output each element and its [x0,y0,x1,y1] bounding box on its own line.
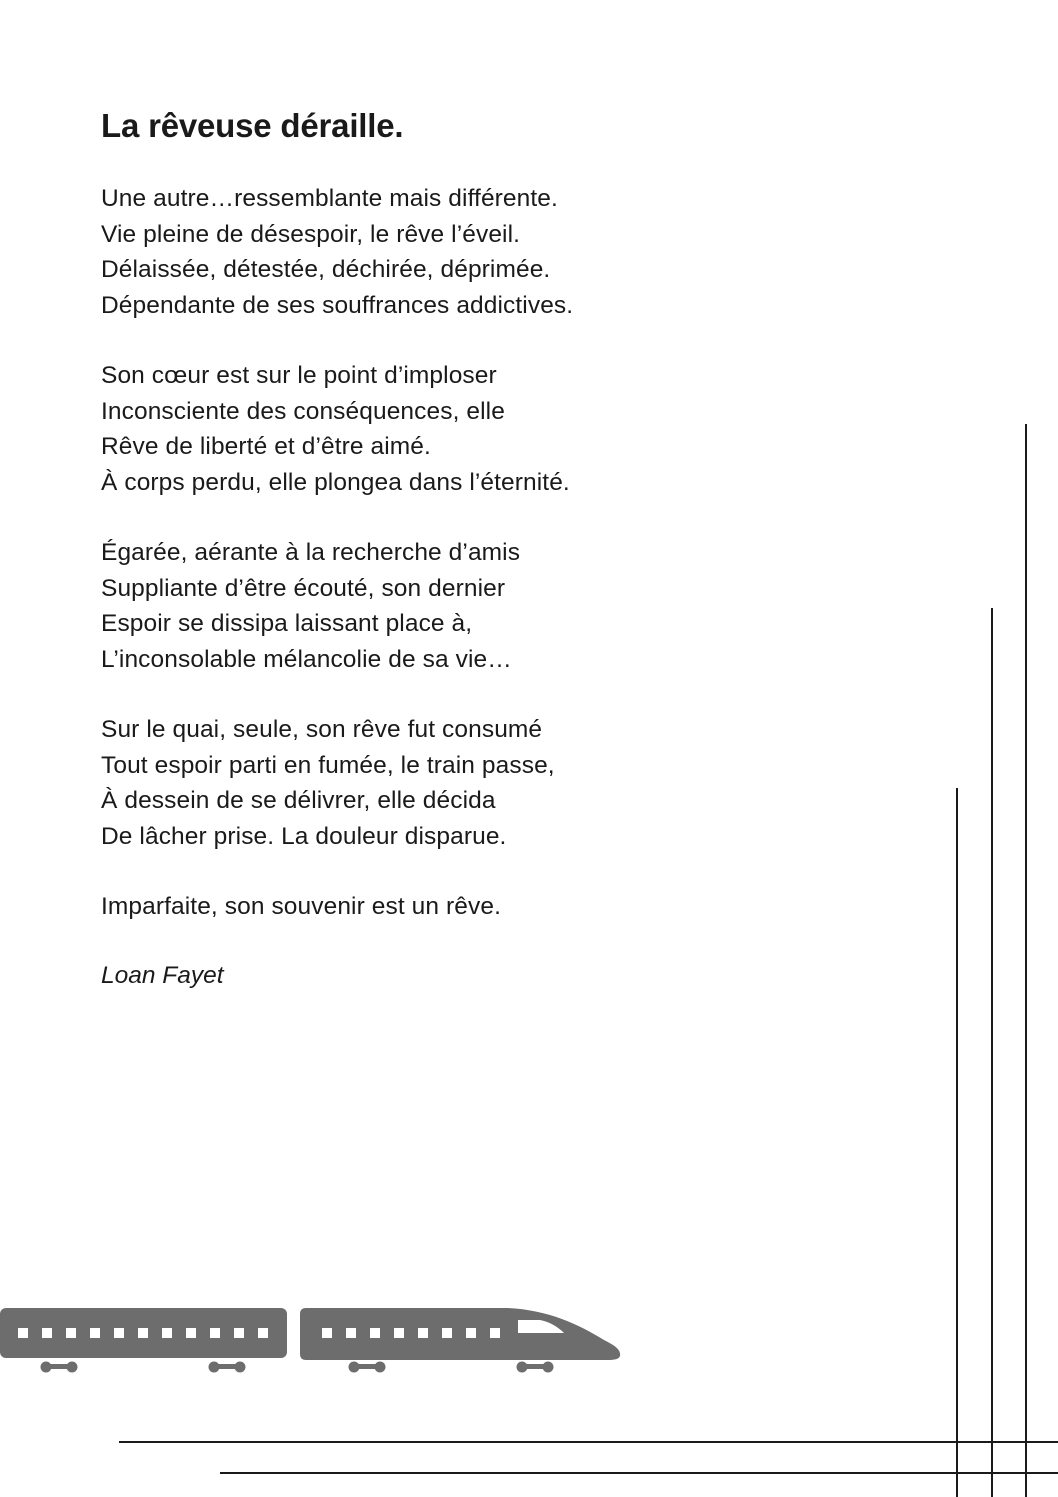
poem-line: Sur le quai, seule, son rêve fut consumé [101,716,543,743]
decorative-vertical-line [991,608,993,1497]
poem-line: Égarée, aérante à la recherche d’amis [101,539,521,566]
poem-line: L’inconsolable mélancolie de sa vie… [101,645,512,673]
poem-line: Inconsciente des conséquences, elle [101,397,505,425]
poem-line: Tout espoir parti en fumée, le train passe, [101,751,555,779]
train-car-rear [0,1308,287,1373]
train-icon [0,1300,630,1380]
decorative-horizontal-line [119,1441,1058,1443]
poem-line: De lâcher prise. La douleur disparue. [101,822,507,850]
poem-line: Son cœur est sur le point d’imploser [101,362,497,389]
decorative-horizontal-line [220,1472,1058,1474]
poem-line: À corps perdu, elle plongea dans l’éternité. [101,468,570,496]
poem-line: Espoir se dissipa laissant place à, [101,610,473,637]
poem-line: Imparfaite, son souvenir est un rêve. [101,893,501,920]
poem-line: Suppliante d’être écouté, son dernier [101,574,506,602]
train-car-front [300,1308,620,1373]
poem-line: Dépendante de ses souffrances addictives. [101,291,574,319]
stanza-5 [101,889,801,925]
stanza-2 [101,358,801,500]
poem-line: Une autre…ressemblante mais différente. [101,185,558,212]
stanza-4 [101,712,801,854]
decorative-vertical-line [1025,424,1027,1497]
poem-title: La rêveuse déraille. [101,107,404,144]
stanza-1 [101,181,801,323]
poem-line: Délaissée, détestée, déchirée, déprimée. [101,256,551,283]
poem-author: Loan Fayet [101,961,224,989]
poem-line: Rêve de liberté et d’être aimé. [101,433,431,460]
poem-line: Vie pleine de désespoir, le rêve l’éveil. [101,220,521,248]
stanza-3 [101,535,801,677]
poem [101,104,801,993]
decorative-vertical-line [956,788,958,1497]
poem-line: À dessein de se délivrer, elle décida [101,787,496,814]
